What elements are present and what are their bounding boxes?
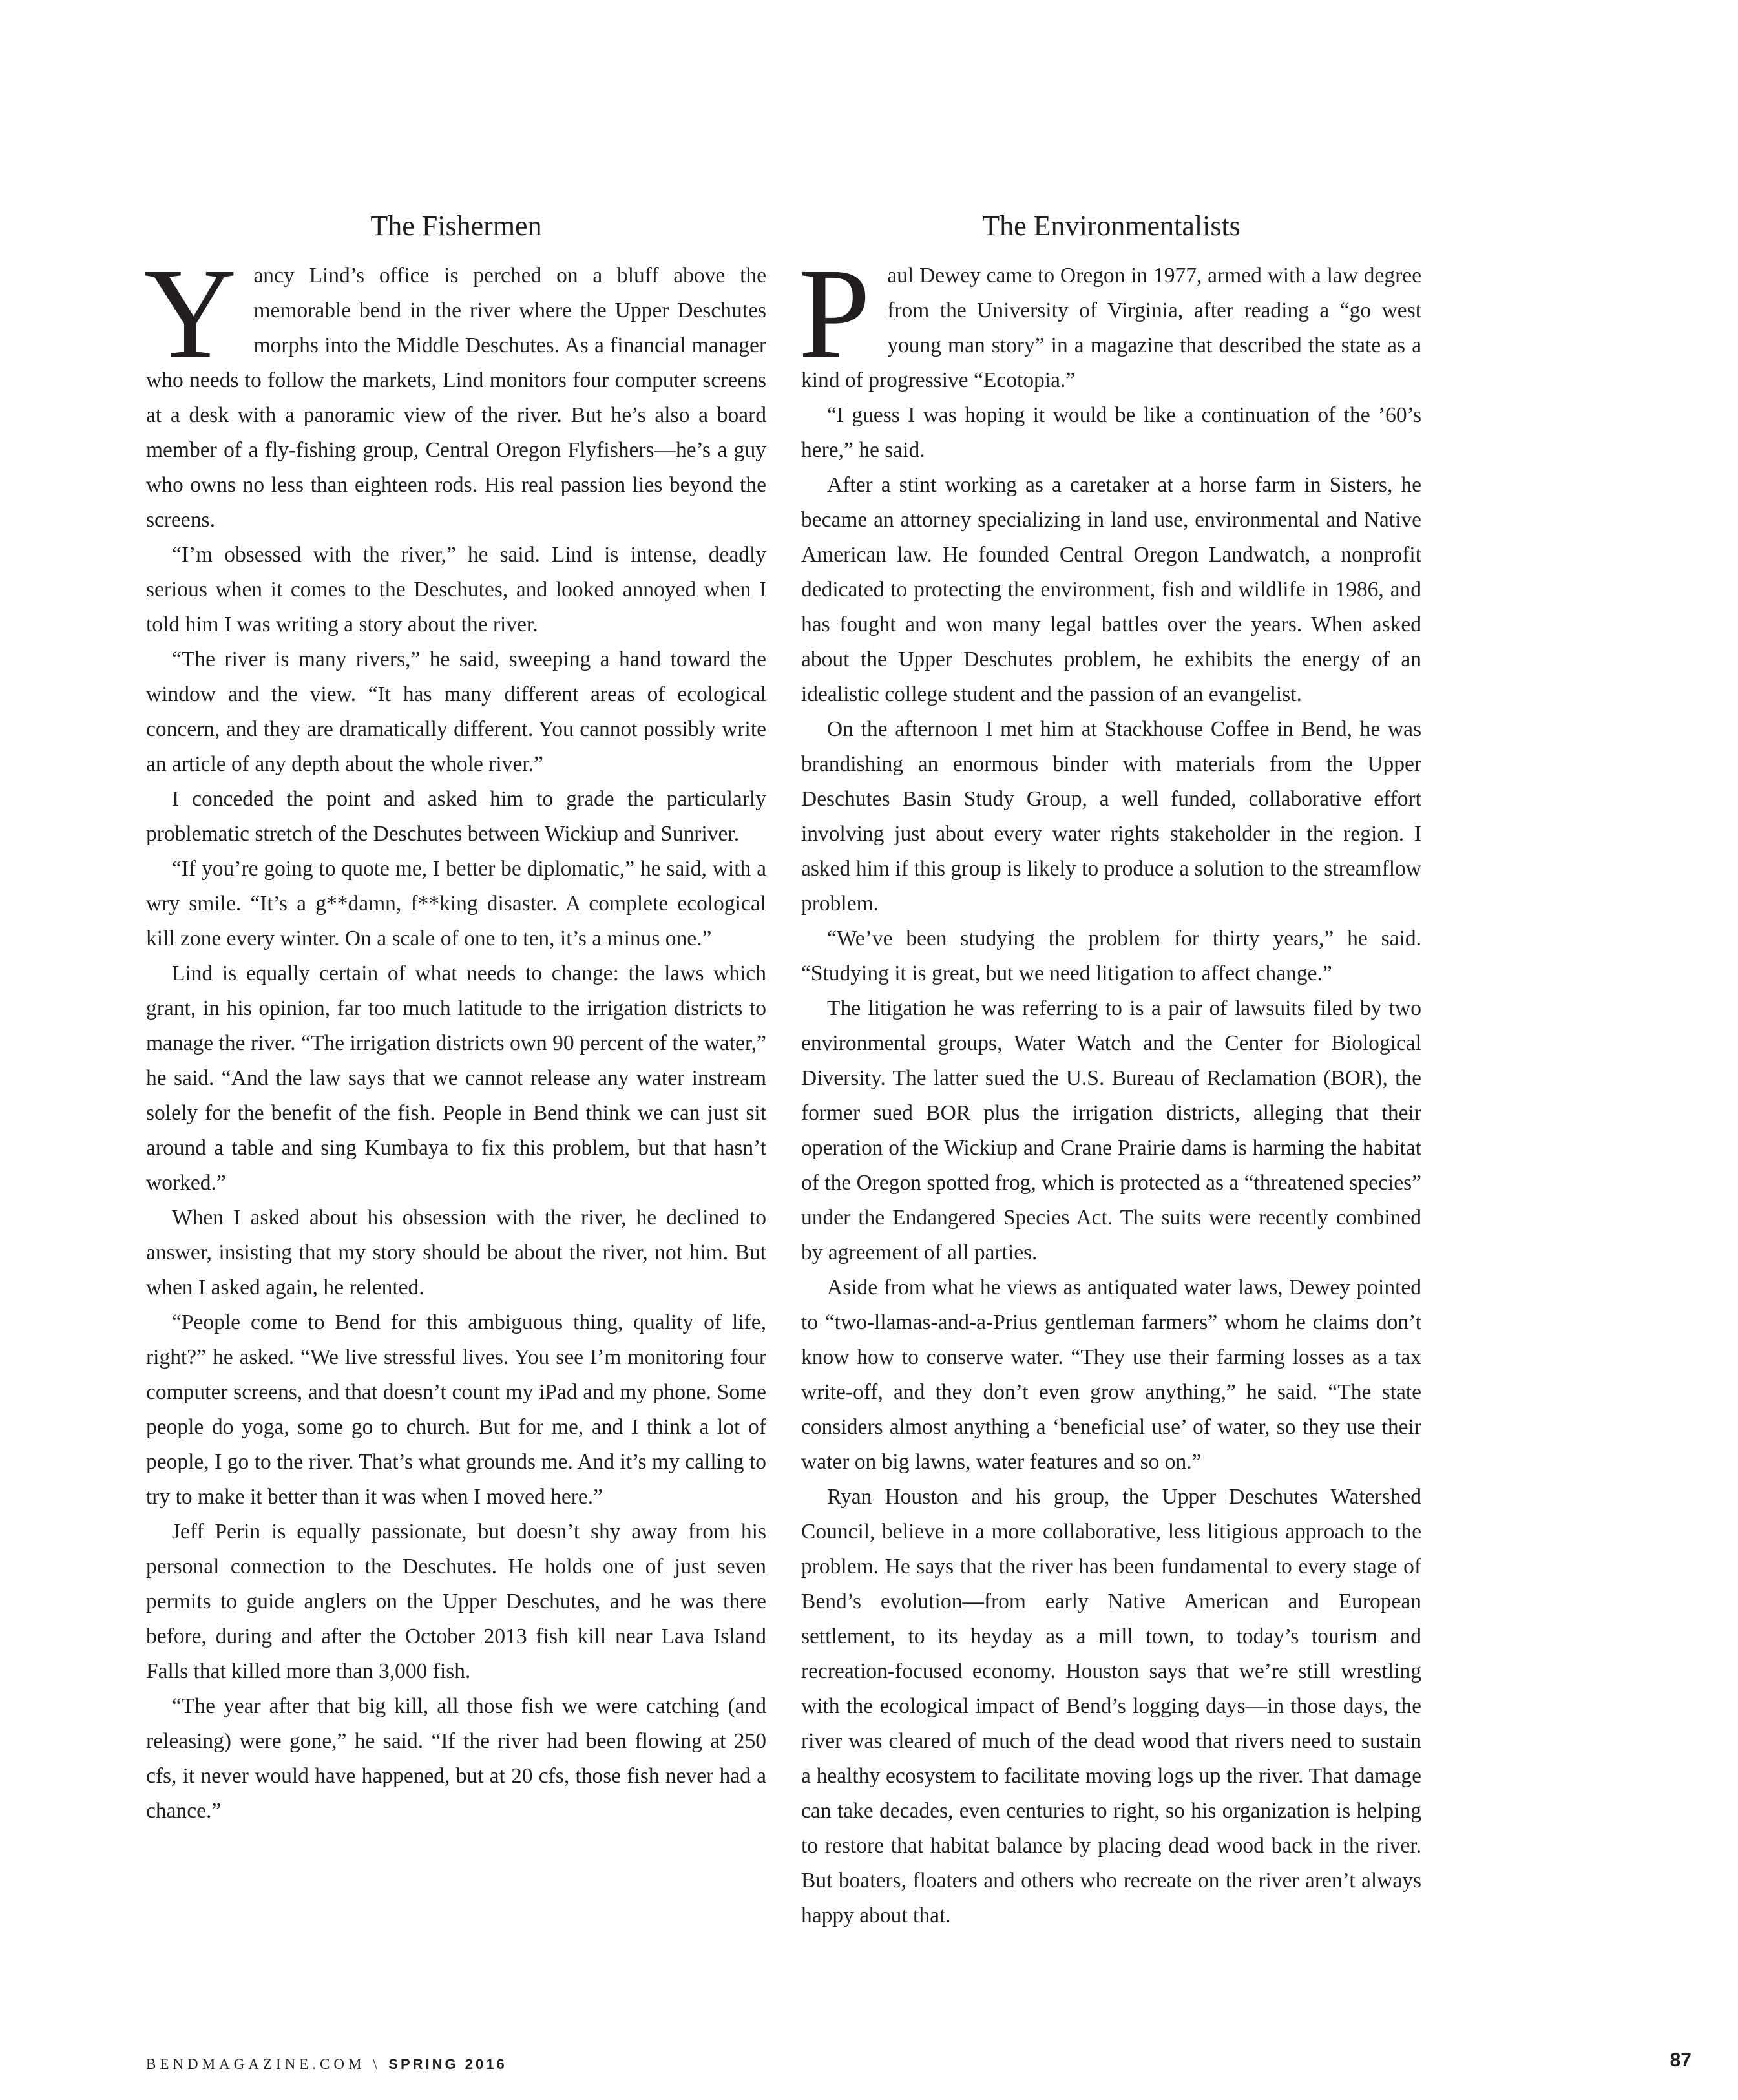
article-paragraph: Yancy Lind’s office is perched on a bluff above the memorable bend in the river where the Upper Deschutes morphs into the Middle Deschutes. As a financial manager who needs to follow the markets, Lind monitors four computer screens at a desk with a panoramic view of the river. But he’s also a board member of a fly-fishing group, Central Oregon Flyfishers—he’s a guy who owns no less than eighteen rods. His real passion lies beyond the screens. (143, 242, 766, 532)
article-paragraph: “The year after that big kill, all those fish we were catching (and releasing) were gone,” he said. “If the river had been flowing at 250 cfs, it never would have happened, but at 20 cfs, those fish never had a chance.” (146, 1694, 766, 1823)
article-paragraph: “I guess I was hoping it would be like a continuation of the ’60’s here,” he said. (801, 403, 1421, 462)
footer-site: BENDMAGAZINE.COM (146, 2056, 366, 2072)
page-footer (146, 2056, 507, 2073)
right-column-heading: The Environmentalists (982, 210, 1241, 242)
article-paragraph: Lind is equally certain of what needs to change: the laws which grant, in his opinion, far too much latitude to the irrigation districts to manage the river. “The irrigation districts own 90 percent of the water,” he said. “And the law says that we cannot release any water instream solely for the benefit of the fish. People in Bend think we can just sit around a table and sing Kumbaya to fix this problem, but that hasn’t worked.” (146, 961, 766, 1195)
article-paragraph: “The river is many rivers,” he said, sweeping a hand toward the window and the view. “It has many different areas of ecological concern, and they are dramatically different. You cannot possibly write an article of any depth about the whole river.” (146, 647, 766, 776)
article-paragraph: Jeff Perin is equally passionate, but doesn’t shy away from his personal connection to the Deschutes. He holds one of just seven permits to guide anglers on the Upper Deschutes, and he was there before, during and after the October 2013 fish kill near Lava Island Falls that killed more than 3,000 fish. (146, 1520, 766, 1683)
left-column-heading: The Fishermen (370, 210, 542, 242)
article-paragraph: “People come to Bend for this ambiguous thing, quality of life, right?” he asked. “We live stressful lives. You see I’m monitoring four computer screens, and that doesn’t count my iPad and my phone. Some people do yoga, some go to church. But for me, and I think a lot of people, I go to the river. That’s what grounds me. And it’s my calling to try to make it better than it was when I moved here.” (146, 1310, 766, 1509)
article-paragraph: On the afternoon I met him at Stackhouse Coffee in Bend, he was brandishing an enormous binder with materials from the Upper Deschutes Basin Study Group, a well funded, collaborative effort involving just about every water rights stakeholder in the region. I asked him if this group is likely to produce a solution to the streamflow problem. (801, 717, 1421, 916)
article-paragraph: Ryan Houston and his group, the Upper Deschutes Watershed Council, believe in a more collaborative, less litigious approach to the problem. He says that the river has been fundamental to every stage of Bend’s evolution—from early Native American and European settlement, to its heyday as a mill town, to today’s tourism and recreation-focused economy. Houston says that we’re still wrestling with the ecological impact of Bend’s logging days—in those days, the river was cleared of much of the dead wood that rivers need to sustain a healthy ecosystem to facilitate moving logs up the river. That damage can take decades, even centuries to right, so his organization is helping to restore that habitat balance by placing dead wood back in the river. But boaters, floaters and others who recreate on the river aren’t always happy about that. (801, 1485, 1421, 1927)
page-number: 87 (1670, 2050, 1691, 2071)
article-paragraph: “I’m obsessed with the river,” he said. Lind is intense, deadly serious when it comes to the Deschutes, and looked annoyed when I told him I was writing a story about the river. (146, 543, 766, 636)
article-paragraph: Paul Dewey came to Oregon in 1977, armed with a law degree from the University of Virginia, after reading a “go west young man story” in a magazine that described the state as a kind of progressive “Ecotopia.” (799, 242, 1421, 392)
article-paragraph: After a stint working as a caretaker at a horse farm in Sisters, he became an attorney specializing in land use, environmental and Native American law. He founded Central Oregon Landwatch, a nonprofit dedicated to protecting the environment, fish and wildlife in 1986, and has fought and won many legal battles over the years. When asked about the Upper Deschutes problem, he exhibits the energy of an idealistic college student and the passion of an evangelist. (801, 473, 1421, 706)
left-column (143, 205, 766, 1829)
drop-cap: Y (143, 242, 237, 385)
article-paragraph: When I asked about his obsession with the river, he declined to answer, insisting that my story should be about the river, not him. But when I asked again, he relented. (146, 1206, 766, 1299)
article-paragraph: I conceded the point and asked him to grade the particularly problematic stretch of the Deschutes between Wickiup and Sunriver. (146, 787, 766, 846)
footer-season: SPRING 2016 (388, 2056, 507, 2072)
drop-cap: P (799, 242, 871, 385)
footer-separator: \ (365, 2056, 389, 2072)
article-paragraph: Aside from what he views as antiquated water laws, Dewey pointed to “two-llamas-and-a-Prius gentleman farmers” whom he claims don’t know how to conserve water. “They use their farming losses as a tax write-off, and they don’t even grow anything,” he said. “The state considers almost anything a ‘beneficial use’ of water, so they use their water on big lawns, water features and so on.” (801, 1276, 1421, 1474)
article-paragraph: “We’ve been studying the problem for thirty years,” he said. “Studying it is great, but we need litigation to affect change.” (801, 927, 1421, 985)
right-column (801, 205, 1421, 1933)
article-paragraph: “If you’re going to quote me, I better be diplomatic,” he said, with a wry smile. “It’s a g**damn, f**king disaster. A complete ecological kill zone every winter. On a scale of one to ten, it’s a minus one.” (146, 857, 766, 950)
article-paragraph: The litigation he was referring to is a pair of lawsuits filed by two environmental groups, Water Watch and the Center for Biological Diversity. The latter sued the U.S. Bureau of Reclamation (BOR), the former sued BOR plus the irrigation districts, alleging that their operation of the Wickiup and Crane Prairie dams is harming the habitat of the Oregon spotted frog, which is protected as a “threatened species” under the Endangered Species Act. The suits were recently combined by agreement of all parties. (801, 996, 1421, 1265)
